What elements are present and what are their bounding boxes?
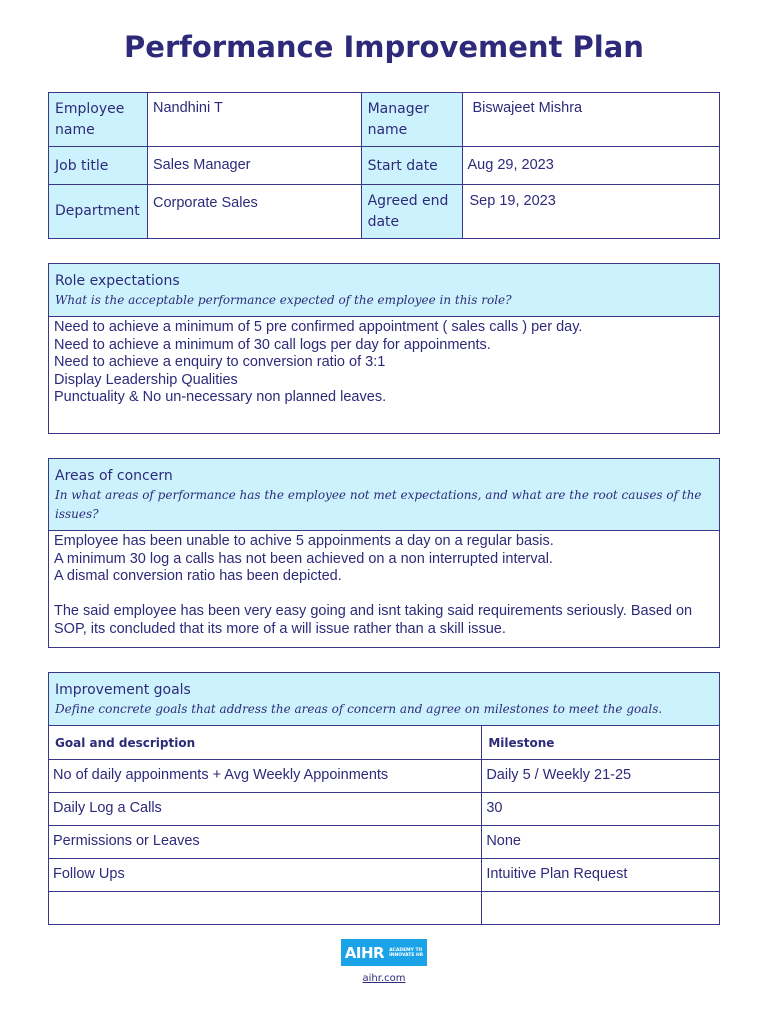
- milestone-cell: 30: [482, 793, 720, 826]
- department-label: Department: [49, 185, 148, 239]
- milestone-cell: [482, 892, 720, 925]
- role-expectations-section: [48, 263, 720, 434]
- start-date-value: Aug 29, 2023: [462, 147, 720, 185]
- logo-sub-line: ACADEMY TO: [389, 947, 423, 953]
- role-expectations-body: [49, 317, 720, 434]
- concern-line: A minimum 30 log a calls has not been achieved on a non interrupted interval.: [54, 550, 553, 567]
- areas-of-concern-section: [48, 458, 720, 648]
- goal-cell: Permissions or Leaves: [49, 826, 482, 859]
- areas-of-concern-subtitle: In what areas of performance has the employee not met expectations, and what are the root causes of the issues?: [55, 488, 702, 521]
- concern-line: The said employee has been very easy going and isnt taking said requirements seriously. Based on SOP, its concluded that its more of a will issue rather than a skill issue.: [54, 603, 693, 637]
- milestone-column-header: Milestone: [482, 726, 720, 760]
- aihr-link[interactable]: aihr.com: [362, 973, 406, 984]
- goal-cell: Follow Ups: [49, 859, 482, 892]
- improvement-goals-section: [48, 672, 720, 925]
- areas-of-concern-title: Areas of concern: [55, 468, 173, 484]
- manager-name-label: Manager name: [361, 93, 462, 147]
- improvement-goals-title: Improvement goals: [55, 682, 191, 698]
- concern-line: A dismal conversion ratio has been depicted.: [54, 568, 342, 584]
- improvement-goals-header: [49, 673, 720, 726]
- goal-column-header: Goal and description: [49, 726, 482, 760]
- aihr-logo: [341, 939, 427, 966]
- department-value: Corporate Sales: [147, 185, 361, 239]
- agreed-end-date-label: Agreed end date: [361, 185, 462, 239]
- milestone-cell: None: [482, 826, 720, 859]
- role-line: Need to achieve a minimum of 30 call logs per day for appoinments.: [54, 336, 491, 353]
- page-title: Performance Improvement Plan: [124, 30, 644, 64]
- concern-line: [54, 586, 714, 604]
- employee-info-table: [48, 92, 720, 239]
- goal-cell: No of daily appoinments + Avg Weekly Appoinments: [49, 760, 482, 793]
- role-expectations-subtitle: What is the acceptable performance expected of the employee in this role?: [55, 293, 512, 307]
- logo-subtext: [389, 948, 423, 958]
- areas-of-concern-header: [49, 459, 720, 531]
- job-title-value: Sales Manager: [147, 147, 361, 185]
- agreed-end-date-value: Sep 19, 2023: [462, 185, 720, 239]
- logo-sub-line: INNOVATE HR: [389, 952, 424, 958]
- role-line: Need to achieve a minimum of 5 pre confirmed appointment ( sales calls ) per day.: [54, 319, 583, 335]
- employee-name-value: Nandhini T: [147, 93, 361, 147]
- role-line: Display Leadership Qualities: [54, 371, 238, 388]
- logo-text: AIHR: [344, 943, 385, 962]
- milestone-cell: Daily 5 / Weekly 21-25: [482, 760, 720, 793]
- concern-line: Employee has been unable to achive 5 appoinments a day on a regular basis.: [54, 533, 554, 549]
- goal-cell: Daily Log a Calls: [49, 793, 482, 826]
- start-date-label: Start date: [361, 147, 462, 185]
- employee-name-label: Employee name: [49, 93, 148, 147]
- improvement-goals-subtitle: Define concrete goals that address the areas of concern and agree on milestones to meet the goals.: [55, 702, 663, 716]
- areas-of-concern-body: [49, 531, 720, 648]
- manager-name-value: Biswajeet Mishra: [462, 93, 720, 147]
- goal-cell: [49, 892, 482, 925]
- role-expectations-title: Role expectations: [55, 273, 180, 289]
- job-title-label: Job title: [49, 147, 148, 185]
- role-line: Need to achieve a enquiry to conversion ratio of 3:1: [54, 354, 386, 370]
- milestone-cell: Intuitive Plan Request: [482, 859, 720, 892]
- role-line: Punctuality & No un-necessary non planned leaves.: [54, 389, 387, 405]
- role-expectations-header: [49, 264, 720, 317]
